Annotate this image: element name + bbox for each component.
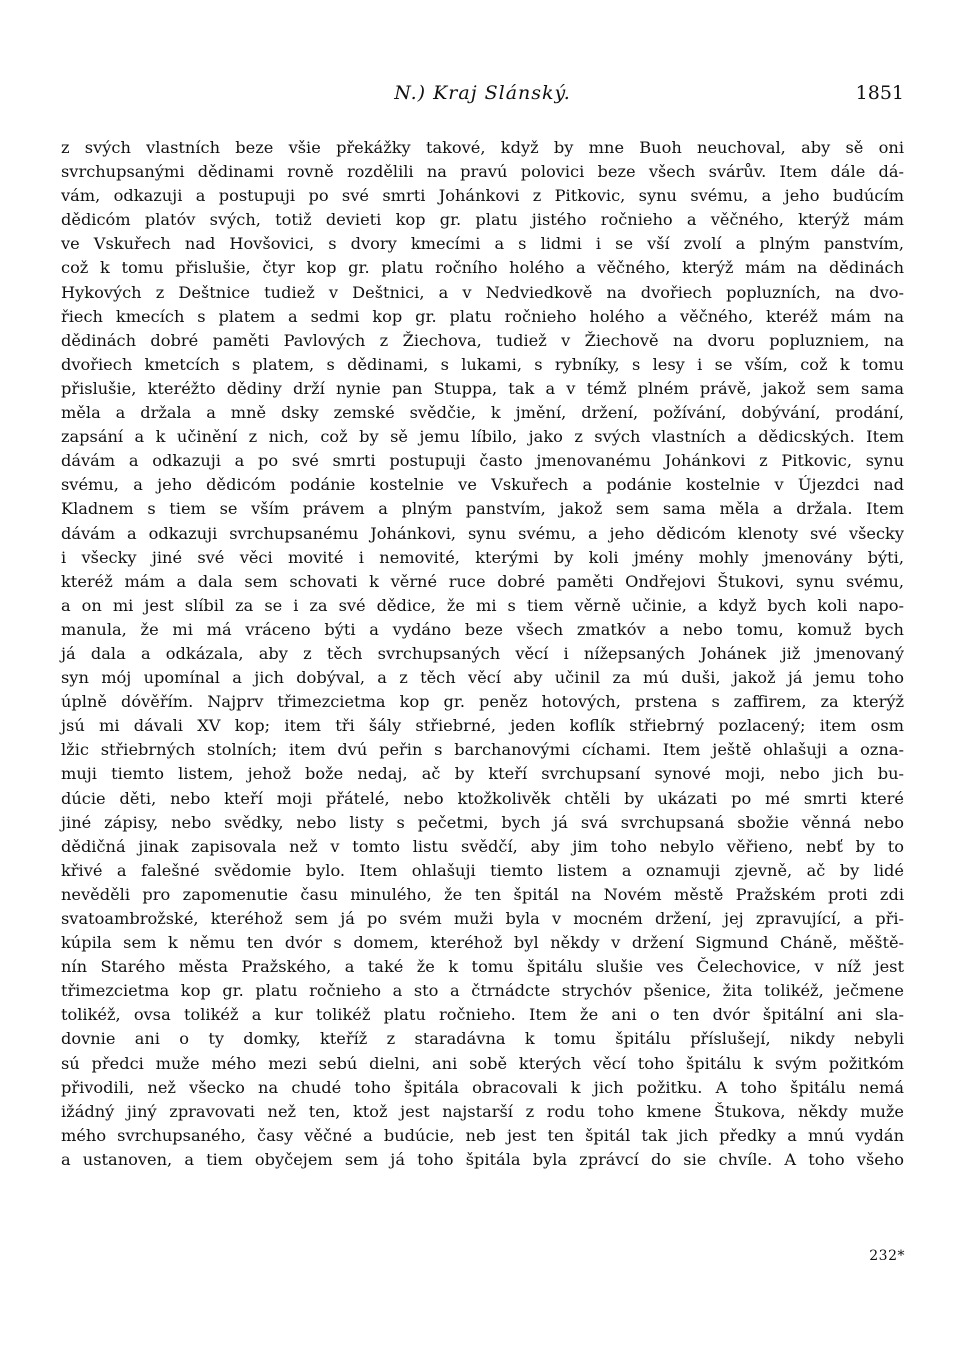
page-header bbox=[61, 82, 904, 108]
text-line: nín Starého města Pražského, a také že k tomu špitálu slušie ves Čelechovice, v níž jest bbox=[61, 957, 904, 977]
text-line: přislušie, kteréžto dědiny drží nynie pan Stuppa, tak a v témž plném právě, jakož sem sama bbox=[61, 378, 904, 398]
signature-mark: 232* bbox=[869, 1248, 905, 1264]
text-line: Hykových z Deštnice tudiež v Deštnici, a v Nedviedkově na dvořiech popluzních, na dvo- bbox=[61, 282, 904, 302]
text-line: ve Vskuřech nad Hovšovici, s dvory kmecími a s lidmi i se vší zvolí a plným panstvím, bbox=[61, 234, 904, 254]
text-line: dědicóm platóv svých, totiž devieti kop gr. platu jistého ročnieho a věčného, kterýž mám bbox=[61, 210, 904, 230]
text-line: měla a držala a mně dsky zemské svědčie, k jmění, držení, požívání, dobývání, prodání, bbox=[61, 403, 904, 423]
text-line: jiné zápisy, nebo svědky, nebo listy s pečetmi, bych já svá svrchupsaná sbožie věnná nebo bbox=[61, 812, 904, 832]
text-line: kúpila sem k němu ten dvór s domem, kteréhož byl někdy v držení Sigmund Cháně, měště- bbox=[61, 933, 904, 953]
text-line: Kladnem s tiem se vším právem a plným panstvím, jakož sem sama měla a držala. Item bbox=[61, 499, 904, 519]
text-line: dovnie ani o ty domky, kteříž z staradávna k tomu špitálu příslušejí, nikdy nebyli bbox=[61, 1029, 904, 1049]
body-text bbox=[61, 136, 904, 1172]
text-line: dávám a odkazuji svrchupsanému Johánkovi, synu svému, a jeho dědicóm klenoty své všecky bbox=[61, 523, 904, 543]
text-line: svému, a jeho dědicóm podánie kostelnie ve Vskuřech a podánie kostelnie v Újezdci nad bbox=[61, 475, 904, 495]
text-line: dědinách dobré paměti Pavlových z Žiechova, tudiež v Žiechově na dvoru popluzniem, na bbox=[61, 330, 904, 350]
page-number: 1851 bbox=[855, 82, 904, 104]
text-line: úplně dóvěřím. Najprv třimezcietma kop gr. peněz hotových, prstena s zaffirem, za kterýž bbox=[61, 692, 904, 712]
text-line: což k tomu přislušie, čtyr kop gr. platu ročního holého a věčného, kterýž mám na dědinách bbox=[61, 258, 904, 278]
text-line: nevěděli pro zapomenutie času minulého, že ten špitál na Novém městě Pražském proti zdi bbox=[61, 884, 904, 904]
text-line: i všecky jiné své věci movité i nemovité, kterými by koli jmény mohly jmenovány býti, bbox=[61, 547, 904, 567]
text-line: ižádný jiný zpravovati než ten, ktož jest najstarší z rodu toho kmene Štukova, někdy muže bbox=[61, 1101, 904, 1121]
text-line: tolikéž, ovsa tolikéž a kur tolikéž platu ročnieho. Item že ani o ten dvór špitální ani sla- bbox=[61, 1005, 904, 1025]
text-line: lžic střiebrných stolních; item dvú peřin s barchanovými cíchami. Item ještě ohlašuji a ozna- bbox=[61, 740, 904, 760]
text-line: řiech kmecích s platem a sedmi kop gr. platu ročnieho holého a věčného, kteréž mám na bbox=[61, 306, 904, 326]
text-line: muji tiemto listem, jehož bože nedaj, ač by kteří svrchupsaní synové moji, nebo jich bu- bbox=[61, 764, 904, 784]
text-line: dvořiech kmetcích s platem, s dědinami, s lukami, s rybníky, s lesy i se vším, což k tomu bbox=[61, 354, 904, 374]
text-line: manula, že mi má vráceno býti a vydáno beze všech zmatkóv a nebo tomu, komuž bych bbox=[61, 619, 904, 639]
text-line: jsú mi dávali XV kop; item tři šály střiebrné, jeden koflík střiebrný pozlacený; item osm bbox=[61, 716, 904, 736]
text-line: dědičná jinak zapisovala než v tomto listu svědčí, aby jim toho nebylo věřieno, nebť by to bbox=[61, 836, 904, 856]
text-line: dúcie děti, nebo kteří moji přátelé, nebo ktožkolivěk chtěli by ukázati po mé smrti které bbox=[61, 788, 904, 808]
document-page bbox=[61, 82, 904, 1172]
text-line: a on mi jest slíbil za se i za své dědice, že mi s tiem věrně učinie, a když bych koli napo- bbox=[61, 595, 904, 615]
text-line: vám, odkazuji a postupuji po své smrti Johánkovi z Pitkovic, synu svému, a jeho budúcím bbox=[61, 186, 904, 206]
text-line: dávám a odkazuji a po své smrti postupuji často jmenovanému Johánkovi z Pitkovic, synu bbox=[61, 451, 904, 471]
text-line: svrchupsanými dědinami rovně rozdělili na pravú polovici beze všech svárův. Item dále dá- bbox=[61, 162, 904, 182]
text-line: sú předci muže mého mezi sebú dielni, ani sobě kterých věcí toho špitálu k svým požitkóm bbox=[61, 1053, 904, 1073]
text-line: třimezcietma kop gr. platu ročnieho a sto a čtrnádcte strychóv pšenice, žita tolikéž, ječmene bbox=[61, 981, 904, 1001]
text-line: křivé a falešné svědomie bylo. Item ohlašuji tiemto listem a oznamuji zjevně, ač by lidé bbox=[61, 860, 904, 880]
text-line: zapsání a k učinění z nich, což by sě jemu líbilo, jako z svých vlastních a dědicských. Item bbox=[61, 427, 904, 447]
text-line: z svých vlastních beze všie překážky takové, když by mne Buoh neuchoval, aby sě oni bbox=[61, 138, 904, 157]
running-title: N.) Kraj Slánský. bbox=[394, 82, 571, 104]
text-line: syn mój upomínal a jich dobýval, a z těch věcí aby učinil za mú duši, jakož já jemu toho bbox=[61, 668, 904, 688]
text-line: přivodili, než všecko na chudé toho špitála obracovali k jich požitku. A toho špitálu nemá bbox=[61, 1077, 904, 1097]
text-line: kteréž mám a dala sem schovati k věrné ruce dobré paměti Ondřejovi Štukovi, synu svému, bbox=[61, 571, 904, 591]
text-line: a ustanoven, a tiem obyčejem sem já toho špitála byla zprávcí do sie chvíle. A toho všeho bbox=[61, 1149, 904, 1169]
text-line: já dala a odkázala, aby z těch svrchupsaných věcí i nížepsaných Johánek již jmenovaný bbox=[61, 643, 904, 663]
text-line: mého svrchupsaného, časy věčné a budúcie, neb jest ten špitál tak jich předky a mnú vydán bbox=[61, 1125, 904, 1145]
text-line: svatoambrožské, kteréhož sem já po svém muži byla v mocném držení, jej zpravující, a při- bbox=[61, 909, 904, 928]
